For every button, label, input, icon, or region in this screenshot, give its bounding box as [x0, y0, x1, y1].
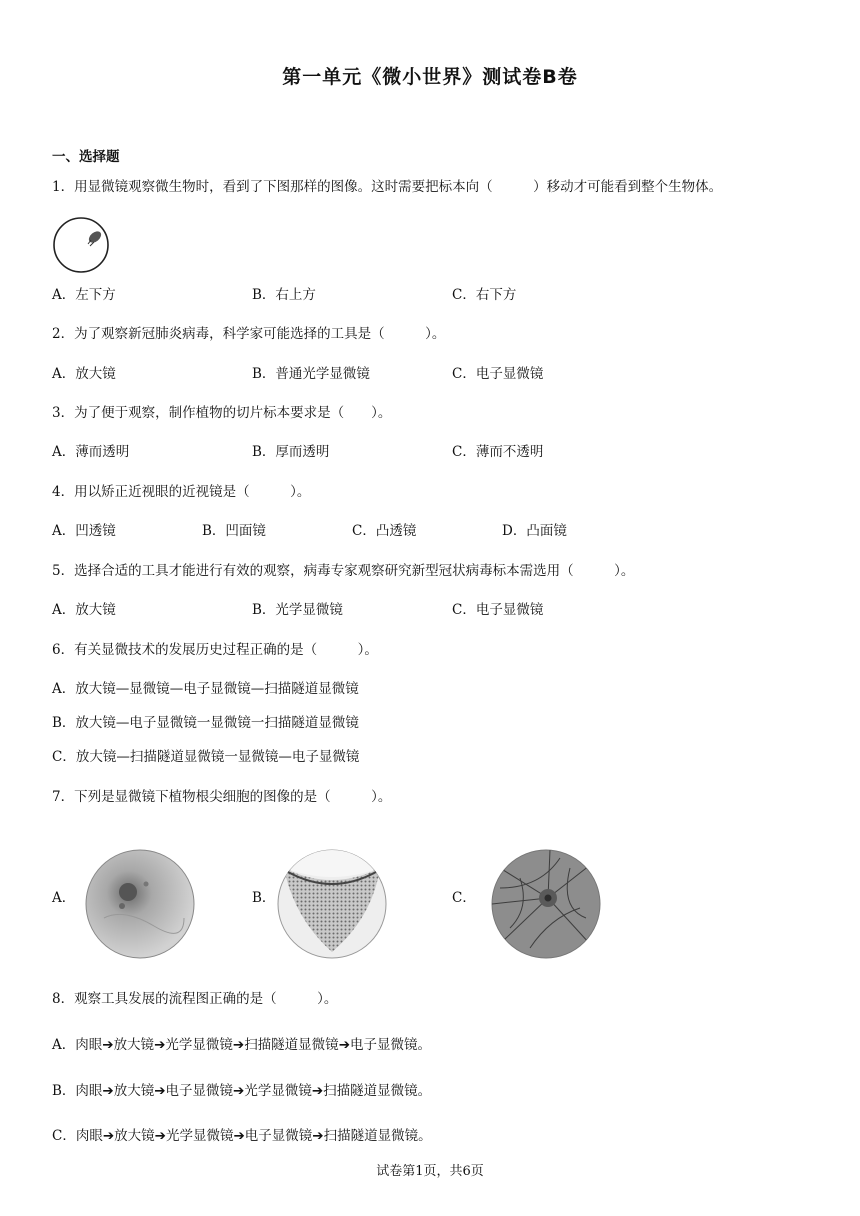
page-title: 第一单元《微小世界》测试卷B卷	[282, 66, 578, 88]
question-8-option-b[interactable]	[52, 1082, 431, 1100]
question-8-stem: 8．观察工具发展的流程图正确的是（ ）。	[52, 991, 338, 1007]
question-4-option-d[interactable]: D．凸面镜	[502, 523, 567, 539]
question-4-option-a[interactable]: A．凹透镜	[52, 523, 116, 539]
question-1-stem: 1．用显微镜观察微生物时，看到了下图那样的图像。这时需要把标本向（ ）移动才可能看到整个生物体。	[52, 179, 723, 195]
question-6-option-c[interactable]: C．放大镜—扫描隧道显微镜一显微镜—电子显微镜	[52, 749, 360, 765]
question-2-option-a[interactable]: A．放大镜	[52, 366, 116, 382]
microscope-view-figure	[52, 216, 110, 274]
flow-step: 电子显微镜	[165, 1083, 234, 1099]
flow-step: 光学显微镜	[244, 1083, 312, 1099]
arrow-icon: ➔	[102, 1037, 114, 1053]
arrow-icon: ➔	[338, 1037, 350, 1053]
question-5-option-c[interactable]: C．电子显微镜	[452, 602, 544, 618]
question-2-stem: 2．为了观察新冠肺炎病毒，科学家可能选择的工具是（ ）。	[52, 326, 446, 342]
question-3-option-c[interactable]: C．薄而不透明	[452, 444, 544, 460]
arrow-icon: ➔	[102, 1128, 115, 1144]
question-6-option-b[interactable]: B．放大镜—电子显微镜一显微镜一扫描隧道显微镜	[52, 715, 359, 731]
arrow-icon: ➔	[312, 1128, 324, 1144]
question-4-stem: 4．用以矫正近视眼的近视镜是（ ）。	[52, 484, 311, 500]
question-3-option-a[interactable]: A．薄而透明	[52, 444, 130, 460]
arrow-icon: ➔	[154, 1083, 166, 1099]
flow-step: 扫描隧道显微镜。	[323, 1083, 432, 1099]
flow-step: 放大镜	[113, 1083, 155, 1099]
arrow-icon: ➔	[154, 1128, 166, 1144]
question-8-option-c[interactable]	[52, 1127, 432, 1145]
flow-step: 放大镜	[114, 1128, 155, 1144]
question-3-option-b[interactable]: B．厚而透明	[252, 444, 330, 460]
question-6-option-a[interactable]: A．放大镜—显微镜—电子显微镜—扫描隧道显微镜	[52, 681, 359, 697]
flow-step: 扫描隧道显微镜	[244, 1037, 339, 1053]
question-5-option-a[interactable]: A．放大镜	[52, 602, 116, 618]
cell-image-c	[490, 848, 602, 960]
question-5-option-b[interactable]: B．光学显微镜	[252, 602, 343, 618]
arrow-icon: ➔	[102, 1083, 114, 1099]
flow-step: 光学显微镜	[165, 1037, 233, 1053]
question-3-stem: 3．为了便于观察，制作植物的切片标本要求是（ ）。	[52, 405, 392, 421]
question-7-option-b[interactable]: B．	[252, 890, 276, 906]
arrow-icon: ➔	[154, 1037, 166, 1053]
question-8-option-a[interactable]	[52, 1036, 431, 1054]
question-5-stem: 5．选择合适的工具才能进行有效的观察，病毒专家观察研究新型冠状病毒标本需选用（ ）。	[52, 563, 635, 579]
question-2-option-b[interactable]: B．普通光学显微镜	[252, 366, 370, 382]
flow-step: 电子显微镜	[244, 1128, 313, 1144]
flow-step: 放大镜	[113, 1037, 155, 1053]
arrow-icon: ➔	[311, 1083, 324, 1099]
question-6-stem: 6．有关显微技术的发展历史过程正确的是（ ）。	[52, 642, 378, 658]
question-1-option-a[interactable]: A．左下方	[52, 287, 116, 303]
page-footer: 试卷第1页，共6页	[376, 1164, 484, 1179]
flow-step: 电子显微镜。	[350, 1037, 431, 1053]
question-1-option-b[interactable]: B．右上方	[252, 287, 316, 303]
flow-step: A．肉眼	[52, 1037, 103, 1053]
question-7-option-a[interactable]: A．	[52, 890, 76, 906]
flow-step: 光学显微镜	[165, 1128, 234, 1144]
question-4-option-c[interactable]: C．凸透镜	[352, 523, 417, 539]
arrow-icon: ➔	[232, 1037, 245, 1053]
flow-step: B．肉眼	[52, 1083, 103, 1099]
question-1-option-c[interactable]: C．右下方	[452, 287, 517, 303]
flow-step: C．肉眼	[52, 1128, 103, 1144]
arrow-icon: ➔	[233, 1083, 245, 1099]
flow-step: 扫描隧道显微镜。	[323, 1128, 432, 1144]
question-2-option-c[interactable]: C．电子显微镜	[452, 366, 544, 382]
question-7-option-c[interactable]: C．	[452, 890, 476, 906]
question-4-option-b[interactable]: B．凹面镜	[202, 523, 266, 539]
question-7-stem: 7．下列是显微镜下植物根尖细胞的图像的是（ ）。	[52, 789, 392, 805]
section-heading: 一、选择题	[52, 149, 120, 165]
arrow-icon: ➔	[233, 1128, 245, 1144]
cell-image-b	[276, 848, 388, 960]
cell-image-a	[84, 848, 196, 960]
